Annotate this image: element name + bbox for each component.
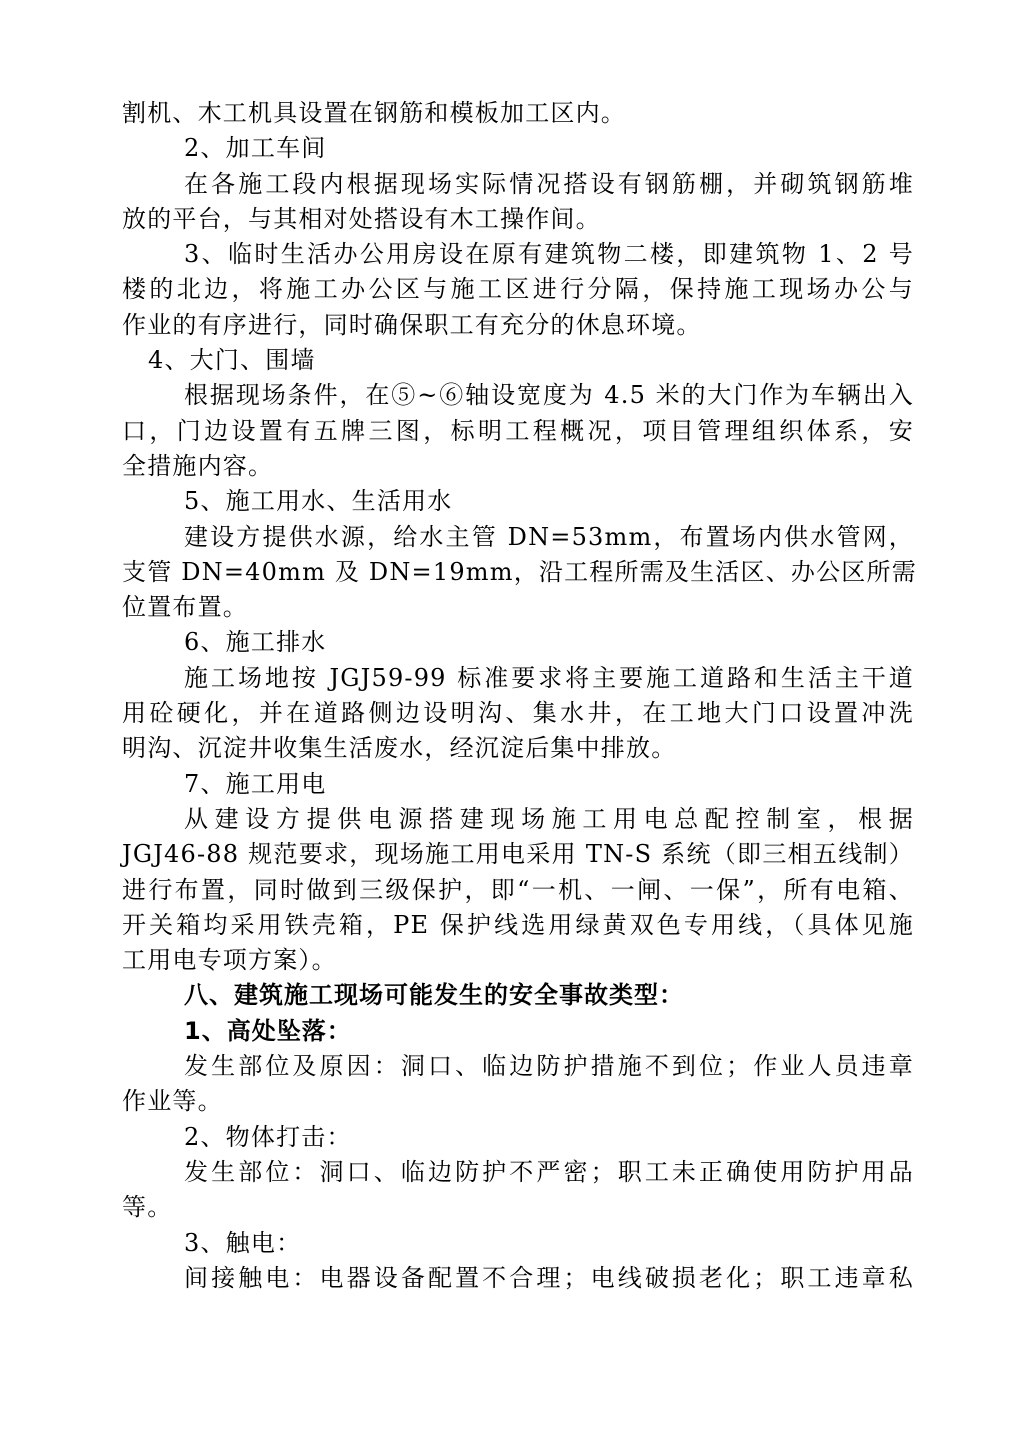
section-heading: 4、大门、围墙 <box>148 346 316 375</box>
text-line: 3、临时生活办公用房设在原有建筑物二楼，即建筑物 1、2 号 <box>184 240 914 269</box>
text-line: 位置布置。 <box>122 593 248 622</box>
section-heading: 2、加工车间 <box>184 134 327 163</box>
text-line: 楼的北边，将施工办公区与施工区进行分隔，保持施工现场办公与 <box>122 275 914 304</box>
chapter-heading: 八、建筑施工现场可能发生的安全事故类型： <box>184 981 684 1010</box>
text-line: 放的平台，与其相对处搭设有木工操作间。 <box>122 204 601 233</box>
subsection-heading: 3、触电： <box>184 1228 302 1257</box>
section-heading: 7、施工用电 <box>184 769 327 798</box>
text-line: 发生部位及原因：洞口、临边防护措施不到位；作业人员违章 <box>184 1052 914 1081</box>
text-line: 明沟、沉淀井收集生活废水，经沉淀后集中排放。 <box>122 734 677 763</box>
text-line: 支管 DN=40mm 及 DN=19mm，沿工程所需及生活区、办公区所需 <box>122 557 917 586</box>
text-line: 作业的有序进行，同时确保职工有充分的休息环境。 <box>122 310 702 339</box>
text-line: 间接触电：电器设备配置不合理；电线破损老化；职工违章私 <box>184 1263 914 1292</box>
text-line: 进行布置，同时做到三级保护，即“一机、一闸、一保”，所有电箱、 <box>122 875 914 904</box>
text-line: 工用电专项方案）。 <box>122 946 337 975</box>
subsection-heading: 2、物体打击： <box>184 1122 352 1151</box>
text-line: 用砼硬化，并在道路侧边设明沟、集水井，在工地大门口设置冲洗 <box>122 699 914 728</box>
text-line: 在各施工段内根据现场实际情况搭设有钢筋棚，并砌筑钢筋堆 <box>184 169 914 198</box>
text-line: 割机、木工机具设置在钢筋和模板加工区内。 <box>122 99 626 127</box>
text-line: 建设方提供水源，给水主管 DN=53mm，布置场内供水管网， <box>184 522 914 551</box>
text-line: 全措施内容。 <box>122 451 274 480</box>
text-line: JGJ46-88 规范要求，现场施工用电采用 TN-S 系统（即三相五线制） <box>122 840 914 869</box>
text-line: 从建设方提供电源搭建现场施工用电总配控制室，根据 <box>184 804 914 833</box>
text-line: 口，门边设置有五牌三图，标明工程概况，项目管理组织体系，安 <box>122 416 914 445</box>
text-line: 开关箱均采用铁壳箱，PE 保护线选用绿黄双色专用线，（具体见施 <box>122 910 914 939</box>
section-heading: 6、施工排水 <box>184 628 327 657</box>
section-heading: 5、施工用水、生活用水 <box>184 487 453 516</box>
text-line: 根据现场条件，在⑤~⑥轴设宽度为 4.5 米的大门作为车辆出入 <box>184 381 914 410</box>
text-line: 发生部位：洞口、临边防护不严密；职工未正确使用防护用品 <box>184 1157 914 1186</box>
text-line: 等。 <box>122 1193 173 1222</box>
text-line: 作业等。 <box>122 1087 223 1116</box>
text-line: 施工场地按 JGJ59-99 标准要求将主要施工道路和生活主干道 <box>184 663 914 692</box>
subsection-heading: 1、高处坠落： <box>184 1016 352 1045</box>
